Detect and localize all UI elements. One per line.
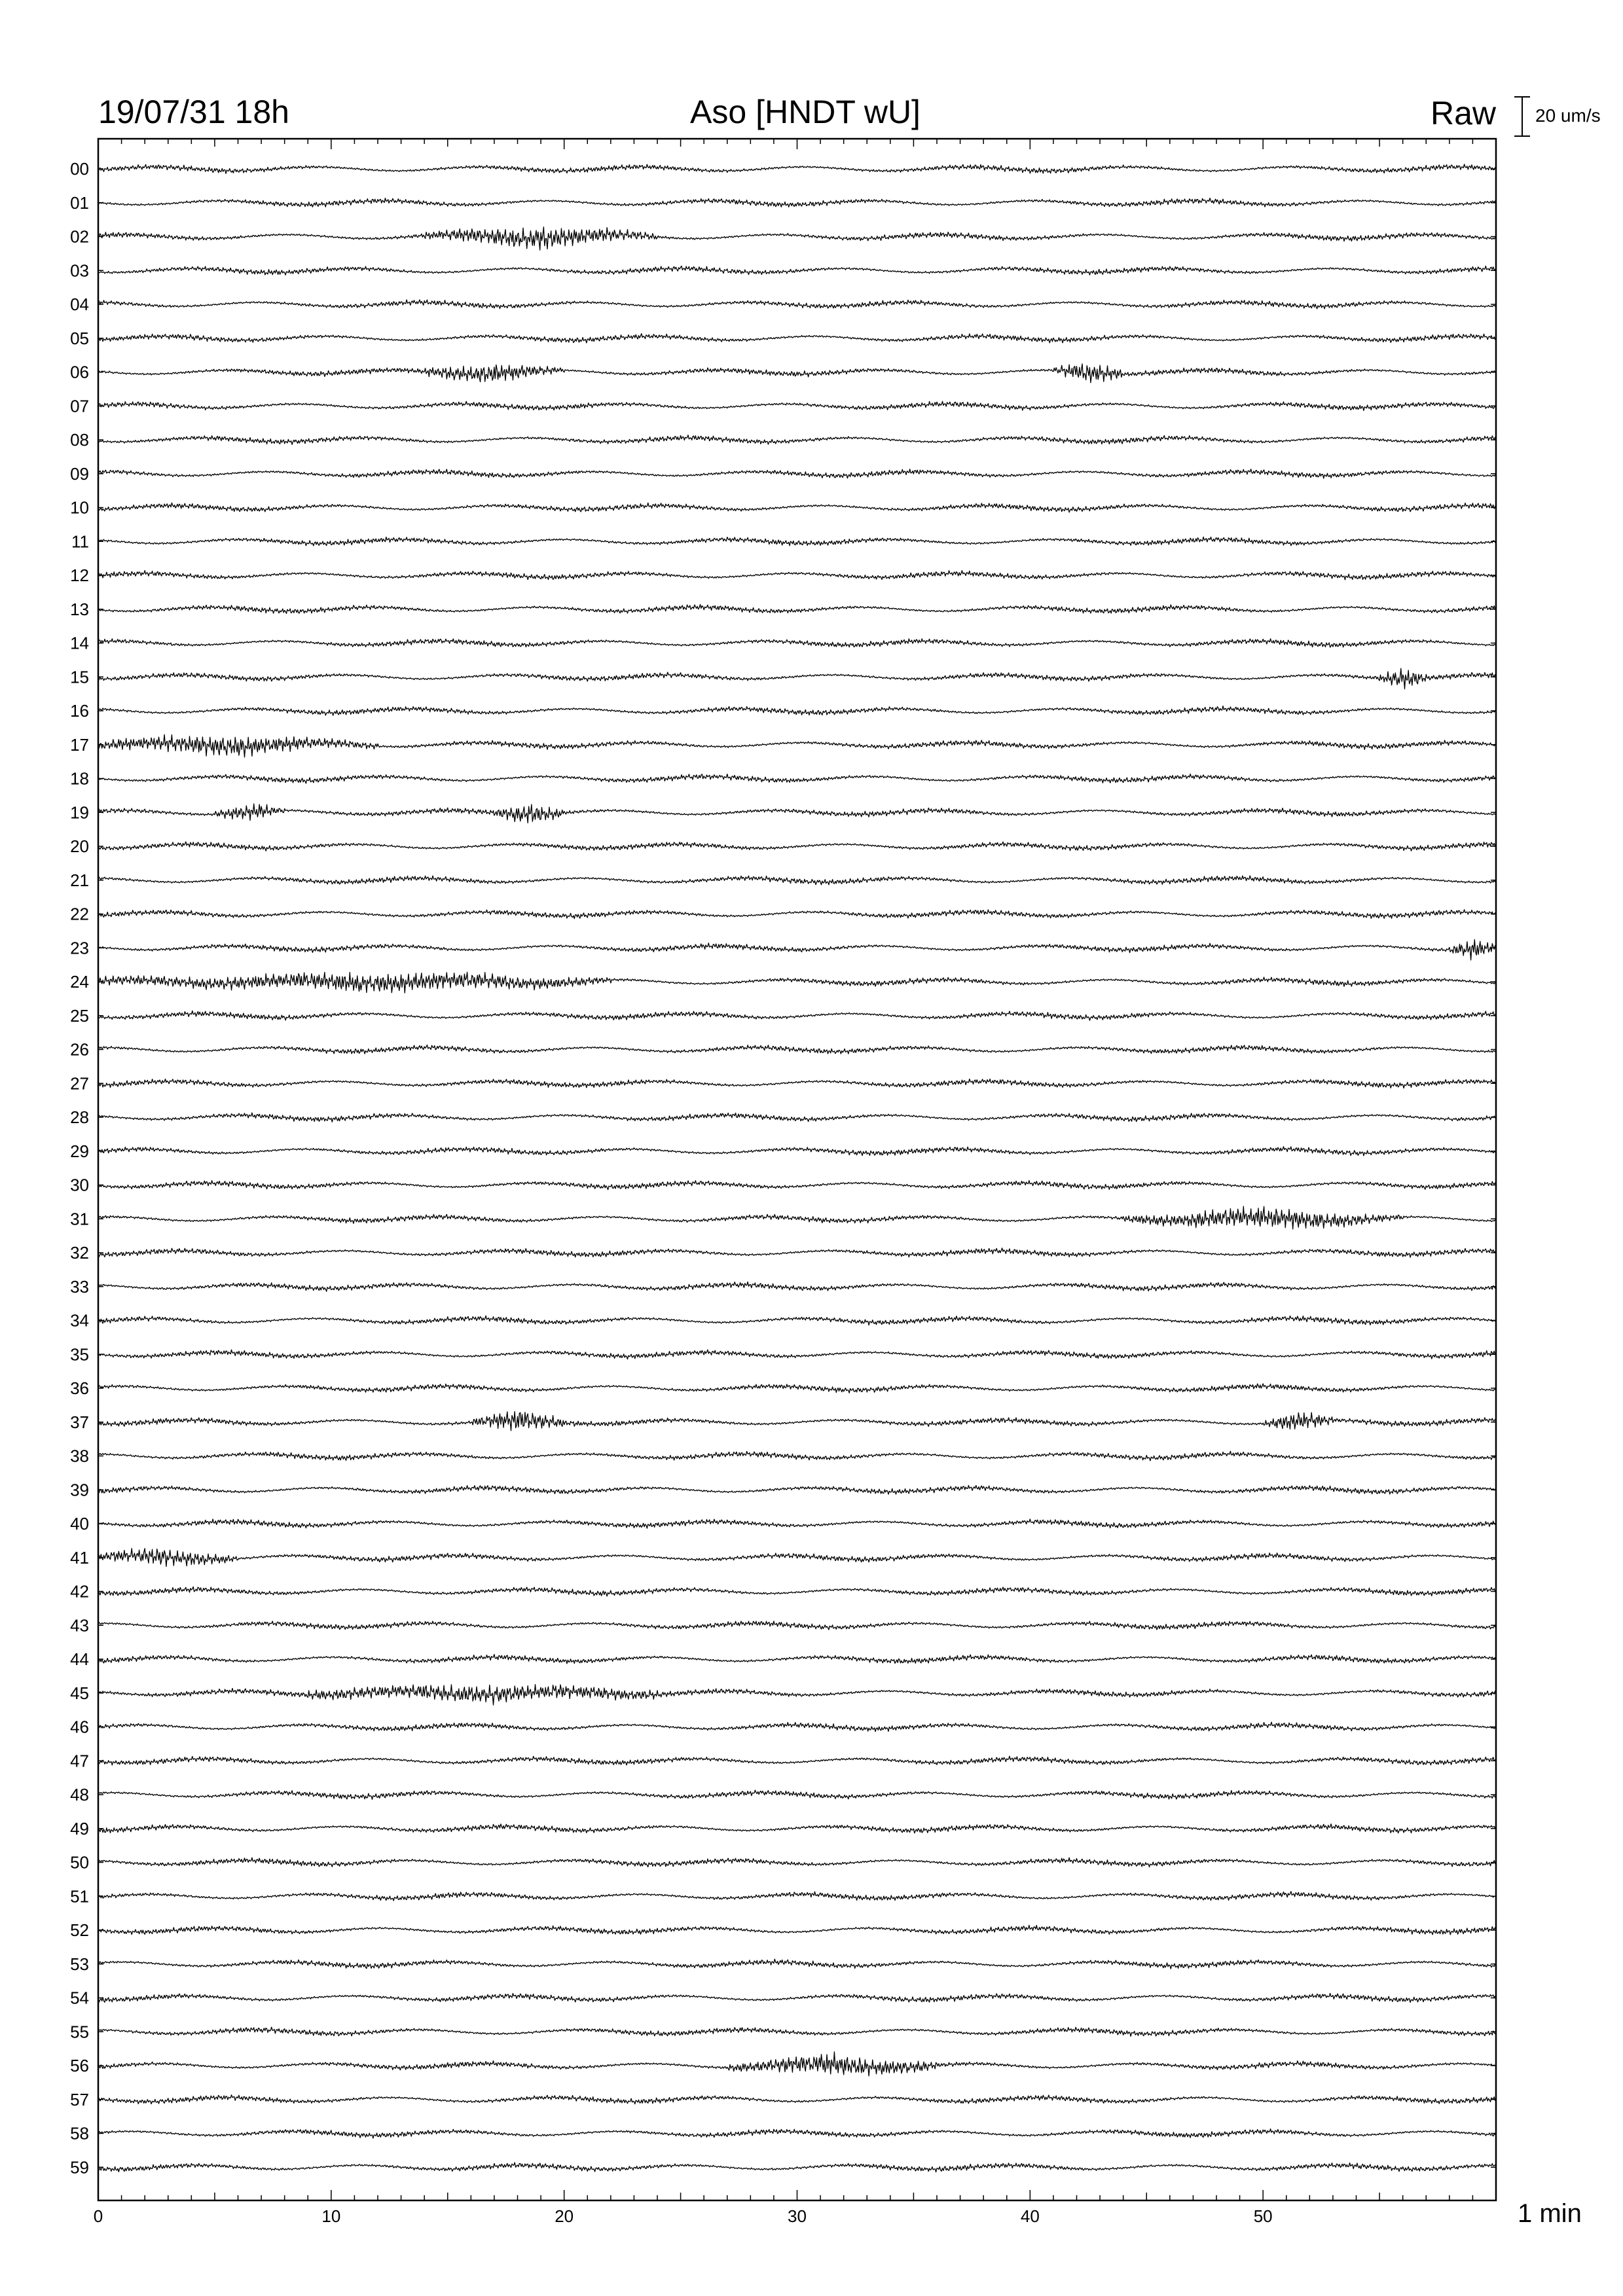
row-label: 19 (70, 802, 89, 823)
row-label: 26 (70, 1039, 89, 1060)
trace-line (98, 1655, 1496, 1664)
trace-line (98, 1206, 1496, 1229)
trace-line (98, 842, 1496, 851)
row-label: 50 (70, 1852, 89, 1873)
trace-line (98, 1045, 1496, 1054)
row-label: 25 (70, 1005, 89, 1026)
row-label: 16 (70, 701, 89, 721)
trace-line (98, 1412, 1496, 1431)
plot-frame (98, 139, 1496, 2200)
row-label: 13 (70, 599, 89, 619)
trace-line (98, 1486, 1496, 1495)
trace-line (98, 1756, 1496, 1765)
row-label: 59 (70, 2157, 89, 2178)
trace-line (98, 910, 1496, 919)
trace-line (98, 1181, 1496, 1190)
trace-line (98, 1113, 1496, 1122)
trace-line (98, 1587, 1496, 1596)
trace-line (98, 401, 1496, 410)
time-ticks (98, 139, 1496, 2200)
row-label: 06 (70, 362, 89, 382)
trace-line (98, 503, 1496, 512)
trace-line (98, 1011, 1496, 1020)
row-label: 39 (70, 1480, 89, 1500)
row-label: 40 (70, 1514, 89, 1534)
trace-line (98, 804, 1496, 823)
row-label: 04 (70, 295, 89, 314)
trace-line (98, 1451, 1496, 1461)
trace-line (98, 537, 1496, 545)
trace-line (98, 1685, 1496, 1705)
mode-label: Raw (1430, 95, 1496, 132)
row-label: 55 (70, 2022, 89, 2042)
row-label: 27 (70, 1073, 89, 1094)
row-label: 15 (70, 667, 89, 687)
row-label: 03 (70, 260, 89, 281)
x-tick-label: 50 (1253, 2206, 1273, 2226)
trace-line (98, 435, 1496, 445)
trace-line (98, 940, 1496, 960)
row-label: 23 (70, 938, 89, 958)
trace-line (98, 774, 1496, 783)
time-unit-label: 1 min (1518, 2199, 1582, 2228)
row-label: 12 (70, 565, 89, 585)
seismic-traces (98, 164, 1496, 2172)
trace-line (98, 1857, 1496, 1867)
trace-line (98, 164, 1496, 173)
trace-line (98, 734, 1496, 757)
row-label: 49 (70, 1818, 89, 1839)
row-label: 31 (70, 1209, 89, 1229)
row-label: 58 (70, 2123, 89, 2144)
row-label: 46 (70, 1717, 89, 1737)
row-label: 37 (70, 1412, 89, 1432)
trace-line (98, 364, 1496, 383)
trace-line (98, 2052, 1496, 2076)
trace-line (98, 668, 1496, 689)
amplitude-scale-label: 20 um/s (1535, 105, 1601, 126)
row-label: 10 (70, 497, 89, 518)
row-label: 38 (70, 1446, 89, 1466)
trace-line (98, 334, 1496, 343)
row-label: 29 (70, 1141, 89, 1161)
x-tick-label: 40 (1020, 2206, 1040, 2226)
x-axis-tick-labels (94, 2206, 1273, 2226)
trace-line (98, 1892, 1496, 1901)
row-label: 48 (70, 1785, 89, 1804)
trace-line (98, 2162, 1496, 2172)
row-label: 41 (70, 1547, 89, 1568)
row-label: 02 (70, 226, 89, 247)
row-label: 44 (70, 1649, 89, 1669)
amplitude-scale-bar (1514, 97, 1601, 136)
row-label: 36 (70, 1378, 89, 1398)
trace-line (98, 1722, 1496, 1731)
trace-line (98, 1079, 1496, 1088)
row-label: 51 (70, 1886, 89, 1907)
trace-line (98, 1824, 1496, 1833)
trace-line (98, 1549, 1496, 1567)
trace-line (98, 198, 1496, 207)
trace-line (98, 1282, 1496, 1292)
trace-line (98, 706, 1496, 716)
trace-line (98, 639, 1496, 647)
row-label: 07 (70, 396, 89, 416)
row-label: 21 (70, 870, 89, 890)
row-label: 14 (70, 633, 89, 653)
trace-line (98, 1316, 1496, 1325)
trace-line (98, 469, 1496, 478)
trace-line (98, 1147, 1496, 1156)
x-tick-label: 10 (321, 2206, 341, 2226)
row-label: 33 (70, 1276, 89, 1297)
trace-line (98, 1350, 1496, 1359)
row-label: 28 (70, 1107, 89, 1127)
row-label: 22 (70, 904, 89, 924)
row-label: 34 (70, 1310, 89, 1331)
row-label: 56 (70, 2056, 89, 2075)
trace-line (98, 972, 1496, 993)
trace-line (98, 1994, 1496, 2003)
row-label: 01 (70, 192, 89, 213)
row-label: 09 (70, 463, 89, 484)
trace-line (98, 1248, 1496, 1257)
x-tick-label: 30 (788, 2206, 807, 2226)
trace-line (98, 266, 1496, 275)
row-label: 47 (70, 1751, 89, 1771)
row-label: 32 (70, 1243, 89, 1263)
trace-line (98, 1519, 1496, 1528)
datetime-label: 19/07/31 18h (98, 94, 289, 130)
x-tick-label: 0 (93, 2206, 103, 2226)
row-label: 45 (70, 1683, 89, 1703)
row-label: 57 (70, 2089, 89, 2109)
row-label: 18 (70, 768, 89, 789)
row-label: 24 (70, 972, 89, 992)
row-label: 00 (70, 159, 89, 179)
row-label: 52 (70, 1920, 89, 1940)
row-label: 11 (71, 531, 89, 552)
trace-line (98, 300, 1496, 309)
trace-line (98, 876, 1496, 885)
row-label: 05 (70, 328, 89, 348)
trace-line (98, 1621, 1496, 1630)
trace-line (98, 2129, 1496, 2138)
row-label: 53 (70, 1954, 89, 1974)
trace-line (98, 571, 1496, 580)
trace-line (98, 2027, 1496, 2036)
row-label: 43 (70, 1615, 89, 1636)
row-label: 42 (70, 1581, 89, 1602)
trace-line (98, 1959, 1496, 1969)
trace-line (98, 605, 1496, 614)
hour-minute-row-labels (70, 159, 89, 2177)
trace-line (98, 227, 1496, 250)
trace-line (98, 1384, 1496, 1393)
row-label: 30 (70, 1175, 89, 1195)
row-label: 54 (70, 1988, 89, 2008)
trace-line (98, 1790, 1496, 1799)
row-label: 20 (70, 836, 89, 856)
station-title: Aso [HNDT wU] (690, 94, 921, 130)
trace-line (98, 2095, 1496, 2104)
x-tick-label: 20 (555, 2206, 574, 2226)
row-label: 08 (70, 430, 89, 450)
trace-line (98, 1926, 1496, 1935)
row-label: 17 (70, 734, 89, 755)
row-label: 35 (70, 1344, 89, 1365)
